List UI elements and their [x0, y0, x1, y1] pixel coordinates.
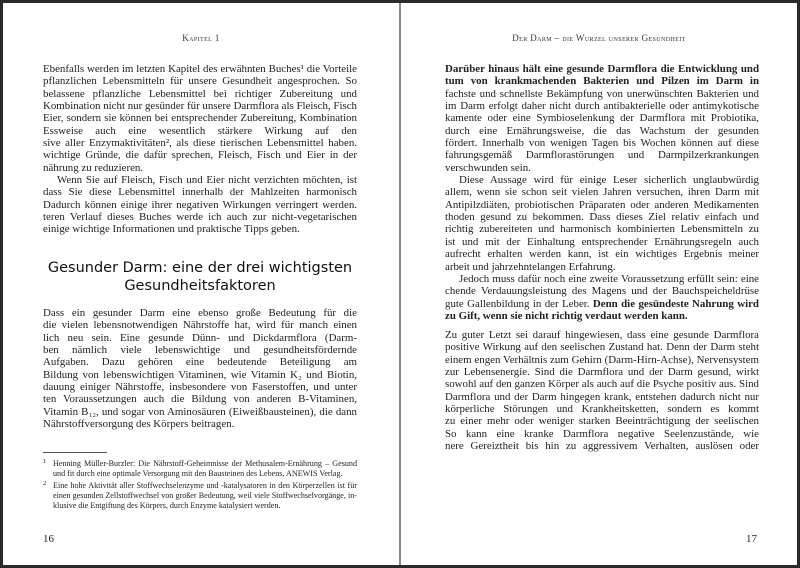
paragraph	[43, 63, 357, 174]
paragraph	[445, 273, 759, 322]
footnote-number: 1	[43, 458, 47, 465]
footnote-divider	[43, 452, 107, 453]
text-line: lich neu sein. Eine gesunde Dünn- und Dickdarmflora (Darm-	[43, 331, 357, 344]
text-line: Darmflora und der Darm hingegen krank, entstehen dadurch nicht nur	[445, 390, 759, 403]
text-line: nährung zu reduzieren.	[43, 161, 144, 174]
heading-line: Gesundheitsfaktoren	[124, 278, 276, 294]
text-line: Ebenfalls werden im letzten Kapitel des erwähnten Buches¹ die Vorteile	[43, 63, 357, 75]
paragraph	[445, 329, 759, 452]
text-line: Zu guter Letzt sei darauf hingewiesen, dass eine gesunde Darmflora	[445, 329, 759, 341]
text-line: arbeit und jahrzehntelangen Erfahrung.	[445, 260, 616, 273]
text-line: Bildung von lebenswichtigen Vitaminen, wie Vitamin K₂ und Biotin,	[43, 368, 357, 381]
text-line: Eier, sondern sie können bei entsprechender Zubereitung, Kombination	[43, 112, 357, 125]
footnote-line: und fit durch eine optimale Versorgung mit den Bausteinen des Lebens, ANEWIS Verlag.	[53, 469, 343, 478]
bold-text: Denn die gesündeste Nahrung wird	[592, 297, 759, 310]
text-line: sive aller Enzymaktivitäten², als diese tierischen Lebensmittel haben.	[43, 137, 357, 150]
page-number: 17	[746, 533, 757, 545]
paragraph	[43, 307, 357, 430]
paragraph	[445, 174, 759, 273]
left-page	[3, 3, 399, 565]
text-line: Kombination nicht nur gesünder für unsere Darmflora als Fleisch, Fisch	[43, 100, 357, 113]
text-line: Diese Aussage wird für einige Leser sicherlich unglaubwürdig	[459, 174, 759, 187]
text-line: einige wichtige Informationen und praktische Tipps geben.	[43, 223, 300, 236]
text-line: wichtige Gründe, die dafür sprechen, Fleisch, Fisch und Eier in der	[43, 149, 357, 162]
footnote-1	[43, 459, 357, 479]
text-line: ben nämlich viele lebenswichtige und gesundheitsfördernde	[43, 344, 357, 357]
text-line: nere Gereiztheit bis hin zu aggressivem Verhalten, auslösen oder	[445, 440, 759, 453]
text-line: Jedoch muss dafür noch eine zweite Voraussetzung erfüllt sein: eine	[459, 272, 759, 285]
text-line: pflanzlichen Lebensmitteln für unsere Gesundheit angesprochen. So	[43, 75, 357, 88]
footnote-line: klusive die Entgiftung des Körpers, durch Enzyme katalysiert werden.	[53, 501, 281, 510]
footnote-number: 2	[43, 480, 47, 487]
text-line: fördert. Innerhalb von wenigen Tagen bis Wochen können auf diese	[445, 137, 759, 150]
text-block-2	[43, 307, 357, 430]
text-line: Antipilzdiäten, probiotischen Präparaten oder anderen Medikamenten	[445, 198, 759, 211]
text-line: teren Verlauf dieses Buches werde ich auch zur nicht-vegetarischen	[43, 211, 357, 224]
text-block-1	[43, 63, 357, 236]
text-line	[445, 298, 759, 310]
paragraph	[43, 174, 357, 236]
text-line: Wenn Sie auf Fleisch, Fisch und Eier nicht verzichten möchten, ist	[57, 174, 357, 187]
section-heading	[43, 259, 357, 295]
text-line	[445, 63, 759, 75]
running-head: Der Darm – die Wurzel unserer Gesundheit	[512, 33, 686, 43]
heading-line: Gesunder Darm: eine der drei wichtigsten	[47, 260, 353, 276]
page-number: 16	[43, 533, 54, 545]
paragraph	[445, 63, 759, 174]
text-line: Nährstoffversorgung des Körpers beitragen.	[43, 418, 235, 431]
text-line: ten Voraussetzungen auch die Bildung von anderen B-Vitaminen,	[43, 393, 357, 406]
text-line: Dadurch können einige ihrer negativen Wirkungen verringert werden.	[43, 198, 357, 211]
text-line: fachste und schnellste Bekämpfung von unerwünschten Bakterien und	[445, 87, 759, 100]
text-line: körperliche Störungen und Krankheitsketten, sondern es kommt	[445, 403, 759, 416]
bold-text: tum von krankmachenden Bakterien und Pilzen im Darm in	[445, 75, 759, 88]
text-line: richtig zubereiteten und harmonisch kombinierten Lebensmitteln zu	[445, 223, 759, 236]
text-line: positive Wirkung auf den seelischen Zustand hat. Denn der Darm steht	[445, 341, 759, 354]
bold-text: Darüber hinaus hält eine gesunde Darmflora die Entwicklung und	[445, 63, 759, 75]
text-line: belassene pflanzliche Lebensmittel bei richtiger Zubereitung und	[43, 87, 357, 100]
text-line: die vielen lebensnotwendigen Nährstoffe hat, wird für manch einen	[43, 319, 357, 332]
text-line: chende Verdauungsleistung des Magens und der Bauchspeicheldrüse	[445, 285, 759, 298]
plain-text: gute Gallenbildung in der Leber.	[445, 297, 593, 310]
text-line: verschwunden sein.	[445, 161, 531, 174]
text-line: fahrungsgemäß Darmflorastörungen und Darmpilzerkrankungen	[445, 149, 759, 162]
text-line: kamente oder eine Symbioselenkung der Darmflora mit Probiotika,	[445, 112, 759, 125]
text-line: zu einer mehr oder weniger starken Beeinträchtigung der seelischen	[445, 415, 759, 428]
text-line: Vitamin B₁₂, und sogar von Aminosäuren (Eiweißbausteinen), die dann	[43, 405, 357, 418]
text-line: im Darm erfolgt daher nicht durch antibakterielle oder antimykotische	[445, 100, 759, 113]
text-line: durch eine Ernährungsweise, die das Wachstum der gesunden	[445, 124, 759, 137]
text-line: allem, wenn sie schon seit vielen Jahren versuchen, ihren Darm mit	[445, 186, 759, 199]
text-line: Dass ein gesunder Darm eine ebenso große Bedeutung für die	[43, 307, 357, 319]
right-page	[401, 3, 797, 565]
text-line: thoden gesund zu bekommen. Dass dieses Ziel relativ einfach und	[445, 211, 759, 224]
text-line	[445, 310, 759, 322]
footnote-2	[43, 481, 357, 511]
text-line: zur Lebensenergie. Sind die Darmflora und der Darm gesund, wirkt	[445, 366, 759, 379]
text-line: Aufgaben. Dazu gehören eine bedeutende Beteiligung am	[43, 356, 357, 369]
text-line: Essweise auch eine wesentlich stärkere Wirkung auf den	[43, 124, 357, 137]
footnote-line: einen gesunden Zellstoffwechsel von großer Bedeutung, weil viele Stoffwechselvorgänge, in-	[53, 491, 357, 500]
text-line: ist und mit der Einhaltung entsprechender Ernährungsregeln auch	[445, 235, 759, 248]
footnote-line: Eine hohe Aktivität aller Stoffwechselenzyme und -katalysatoren in den Körperzellen ist für	[53, 481, 357, 490]
text-line	[445, 75, 759, 87]
text-line: einem engen Verhältnis zum Gehirn (Darm-Hirn-Achse), Nervensystem	[445, 353, 759, 366]
bold-text: zu Gift, wenn sie nicht richtig verdaut werden kann.	[445, 309, 688, 322]
text-block-1	[445, 63, 759, 322]
footnote-line: Henning Müller-Burzler: Die Nährstoff-Geheimnisse der Methusalem-Ernährung – Gesund	[53, 459, 357, 468]
text-line: dass Sie diese Lebensmittel innerhalb der Mahlzeiten harmonisch	[43, 186, 357, 199]
text-line: aufrecht erhalten werden kann, ist ein wichtiges Ergebnis meiner	[445, 248, 759, 261]
text-block-2	[445, 329, 759, 452]
text-line: So kann eine kranke Darmflora negative Seelenzustände, wie	[445, 427, 759, 440]
text-line: dauung einiger Nährstoffe, insbesondere von Faserstoffen, und unter	[43, 381, 357, 394]
running-head: Kapitel 1	[182, 33, 220, 43]
text-line: sowohl auf den ganzen Körper als auch auf die Psyche positiv aus. Sind	[445, 378, 759, 391]
